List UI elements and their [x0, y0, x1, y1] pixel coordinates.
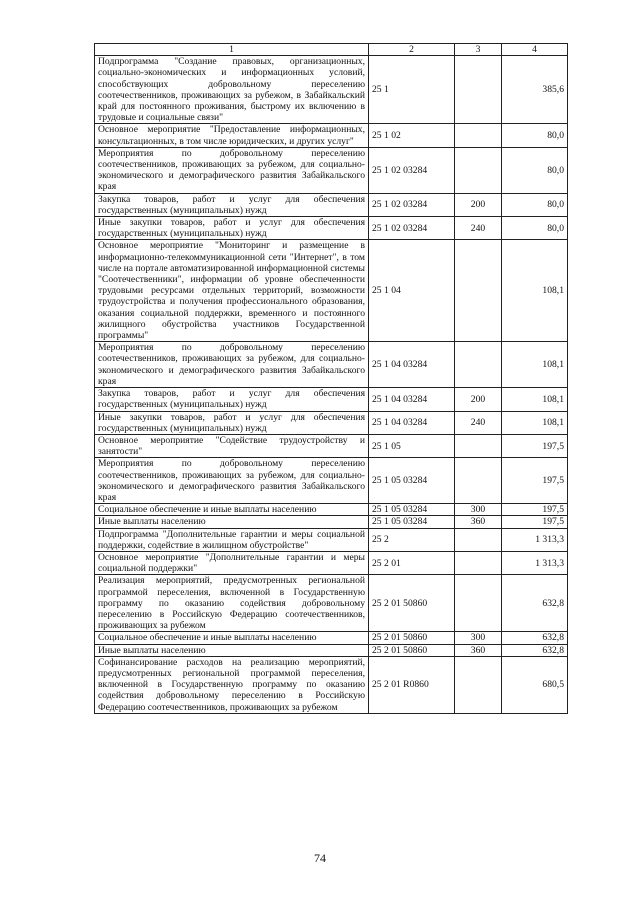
- row-code-cell: 25 1 02 03284: [369, 193, 455, 216]
- table-body: [95, 56, 568, 714]
- table-row: [95, 240, 568, 342]
- row-name-cell: Основное мероприятие "Мониторинг и размещение в информационно-телекоммуникационной сети "Интернет", в том числе на портале автоматизированной информационной системы "Соотечественники", информации об уровне обеспеченности трудовыми ресурсами отдельных территорий, возможности трудоустройства и получения профессионального образования, оказания социальной поддержки, временного и постоянного жилищного обустройства участников Государственной программы": [95, 240, 369, 342]
- row-expense-type-cell: [455, 342, 502, 388]
- row-name-cell: Иные выплаты населению: [95, 516, 369, 528]
- row-name-cell: Подпрограмма "Дополнительные гарантии и меры социальной поддержки, содействие в жилищном обустройстве": [95, 528, 369, 551]
- row-name-cell: Социальное обеспечение и иные выплаты населению: [95, 504, 369, 516]
- row-expense-type-cell: [455, 528, 502, 551]
- row-sum-cell: 108,1: [502, 411, 568, 434]
- row-sum-cell: 632,8: [502, 644, 568, 656]
- table-row: [95, 193, 568, 216]
- budget-table: [94, 43, 568, 714]
- row-code-cell: 25 2 01 50860: [369, 632, 455, 644]
- row-code-cell: 25 2: [369, 528, 455, 551]
- row-sum-cell: 80,0: [502, 124, 568, 147]
- table-row: [95, 551, 568, 574]
- row-sum-cell: 80,0: [502, 193, 568, 216]
- row-expense-type-cell: 360: [455, 516, 502, 528]
- row-expense-type-cell: 240: [455, 217, 502, 240]
- row-name-cell: Подпрограмма "Создание правовых, организационных, социально-экономических и информационных условий, способствующих добровольному переселению соотечественников, проживающих за рубежом, в Забайкальский край для постоянного проживания, быстрому их включению в трудовые и социальные связи": [95, 56, 369, 124]
- row-code-cell: 25 1 05 03284: [369, 516, 455, 528]
- row-code-cell: 25 1 05: [369, 434, 455, 457]
- row-code-cell: 25 1 04 03284: [369, 342, 455, 388]
- row-expense-type-cell: 360: [455, 644, 502, 656]
- row-code-cell: 25 1 02 03284: [369, 147, 455, 193]
- row-sum-cell: 1 313,3: [502, 551, 568, 574]
- header-col-1: 1: [95, 44, 369, 56]
- row-sum-cell: 197,5: [502, 458, 568, 504]
- table-row: [95, 516, 568, 528]
- row-name-cell: Иные закупки товаров, работ и услуг для обеспечения государственных (муниципальных) нужд: [95, 411, 369, 434]
- row-name-cell: Основное мероприятие "Дополнительные гарантии и меры социальной поддержки": [95, 551, 369, 574]
- row-expense-type-cell: [455, 575, 502, 632]
- row-name-cell: Основное мероприятие "Предоставление информационных, консультационных, в том числе юридических, и других услуг": [95, 124, 369, 147]
- header-col-2: 2: [369, 44, 455, 56]
- row-expense-type-cell: [455, 147, 502, 193]
- table-row: [95, 656, 568, 713]
- row-expense-type-cell: [455, 458, 502, 504]
- row-expense-type-cell: [455, 56, 502, 124]
- header-col-4: 4: [502, 44, 568, 56]
- row-expense-type-cell: 200: [455, 388, 502, 411]
- row-name-cell: Софинансирование расходов на реализацию мероприятий, предусмотренных региональной программой переселения, включенной в Государственную программу по оказанию содействия добровольному переселению в Российскую Федерацию соотечественников, проживающих за рубежом: [95, 656, 369, 713]
- header-col-3: 3: [455, 44, 502, 56]
- row-code-cell: 25 1 02: [369, 124, 455, 147]
- row-sum-cell: 108,1: [502, 240, 568, 342]
- row-name-cell: Мероприятия по добровольному переселению соотечественников, проживающих за рубежом, для социально-экономического и демографического развития Забайкальского края: [95, 147, 369, 193]
- row-name-cell: Реализация мероприятий, предусмотренных региональной программой переселения, включенной в Государственную программу по оказанию содействия добровольному переселению в Российскую Федерацию соотечественников, проживающих за рубежом: [95, 575, 369, 632]
- row-expense-type-cell: [455, 656, 502, 713]
- table-row: [95, 342, 568, 388]
- row-expense-type-cell: [455, 434, 502, 457]
- row-sum-cell: 108,1: [502, 342, 568, 388]
- row-code-cell: 25 1 05 03284: [369, 504, 455, 516]
- row-sum-cell: 197,5: [502, 434, 568, 457]
- table-row: [95, 124, 568, 147]
- row-expense-type-cell: 300: [455, 632, 502, 644]
- table-row: [95, 217, 568, 240]
- table-row: [95, 504, 568, 516]
- row-code-cell: 25 2 01 R0860: [369, 656, 455, 713]
- row-code-cell: 25 1 04: [369, 240, 455, 342]
- table-row: [95, 388, 568, 411]
- row-name-cell: Социальное обеспечение и иные выплаты населению: [95, 632, 369, 644]
- row-name-cell: Закупка товаров, работ и услуг для обеспечения государственных (муниципальных) нужд: [95, 388, 369, 411]
- row-name-cell: Мероприятия по добровольному переселению соотечественников, проживающих за рубежом, для социально-экономического и демографического развития Забайкальского края: [95, 458, 369, 504]
- row-sum-cell: 80,0: [502, 217, 568, 240]
- row-expense-type-cell: [455, 551, 502, 574]
- table-row: [95, 434, 568, 457]
- row-expense-type-cell: 200: [455, 193, 502, 216]
- header-row: [95, 44, 568, 56]
- row-sum-cell: 197,5: [502, 516, 568, 528]
- row-expense-type-cell: 240: [455, 411, 502, 434]
- table-row: [95, 644, 568, 656]
- table-row: [95, 411, 568, 434]
- table-row: [95, 575, 568, 632]
- row-sum-cell: 680,5: [502, 656, 568, 713]
- row-name-cell: Закупка товаров, работ и услуг для обеспечения государственных (муниципальных) нужд: [95, 193, 369, 216]
- row-code-cell: 25 2 01: [369, 551, 455, 574]
- page-number: 74: [314, 851, 326, 865]
- table-row: [95, 632, 568, 644]
- row-sum-cell: 632,8: [502, 575, 568, 632]
- table-row: [95, 56, 568, 124]
- table-row: [95, 458, 568, 504]
- row-sum-cell: 108,1: [502, 388, 568, 411]
- row-sum-cell: 385,6: [502, 56, 568, 124]
- row-code-cell: 25 1 04 03284: [369, 388, 455, 411]
- row-name-cell: Иные выплаты населению: [95, 644, 369, 656]
- row-name-cell: Мероприятия по добровольному переселению соотечественников, проживающих за рубежом, для социально-экономического и демографического развития Забайкальского края: [95, 342, 369, 388]
- budget-table-page: [94, 43, 567, 714]
- row-code-cell: 25 1 05 03284: [369, 458, 455, 504]
- row-code-cell: 25 2 01 50860: [369, 575, 455, 632]
- row-expense-type-cell: [455, 240, 502, 342]
- row-expense-type-cell: [455, 124, 502, 147]
- row-name-cell: Иные закупки товаров, работ и услуг для обеспечения государственных (муниципальных) нужд: [95, 217, 369, 240]
- row-sum-cell: 197,5: [502, 504, 568, 516]
- row-expense-type-cell: 300: [455, 504, 502, 516]
- row-sum-cell: 80,0: [502, 147, 568, 193]
- row-sum-cell: 632,8: [502, 632, 568, 644]
- row-sum-cell: 1 313,3: [502, 528, 568, 551]
- table-row: [95, 528, 568, 551]
- row-code-cell: 25 1: [369, 56, 455, 124]
- row-code-cell: 25 1 02 03284: [369, 217, 455, 240]
- row-code-cell: 25 2 01 50860: [369, 644, 455, 656]
- table-row: [95, 147, 568, 193]
- row-name-cell: Основное мероприятие "Содействие трудоустройству и занятости": [95, 434, 369, 457]
- row-code-cell: 25 1 04 03284: [369, 411, 455, 434]
